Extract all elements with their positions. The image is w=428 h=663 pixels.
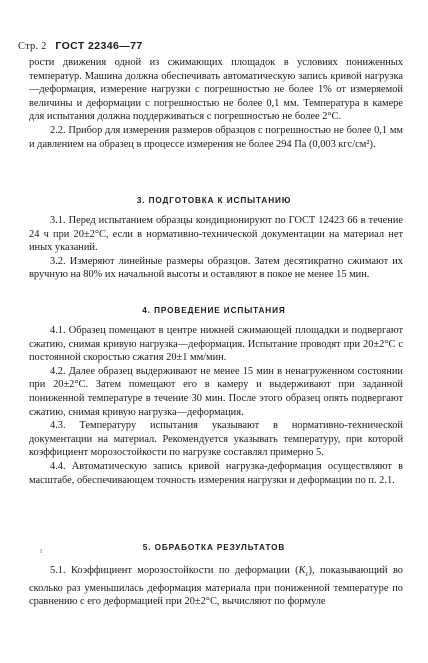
paragraph-5-1-start: 5.1. Коэффициент морозостойкости по деформации ( (50, 565, 299, 576)
coefficient-subscript: ε (305, 570, 309, 579)
paragraph-2-2: 2.2. Прибор для измерения размеров образцов с погрешностью не более 0,1 мм и давлением на образец в процессе измерения не более 294 Па (0,003 кгс/см²). (29, 124, 403, 150)
section-5-body (29, 564, 403, 609)
paragraph-5-1 (29, 564, 403, 609)
section-3-heading: 3. ПОДГОТОВКА К ИСПЫТАНИЮ (136, 196, 292, 205)
paragraph-2-1-continuation: рости движения одной из сжимающих площадок в условиях пониженных температур. Машина должна обеспечивать автоматическую запись кривой нагрузка—деформация, измерение нагрузки с погрешностью не более 1% от измеряемой величины и деформации с погрешностью не более 0,1 мм. Температура в камере для испытания должна поддерживаться с погрешностью не более 2°С. (29, 57, 403, 123)
paragraph-4-1: 4.1. Образец помещают в центре нижней сжимающей площадки и подвергают сжатию, снимая кривую нагрузка—деформация. Испытание проводят при 20±2°С с постоянной скоростью сжатия 20±1 мм/мин. (29, 325, 403, 364)
paragraph-4-4: 4.4. Автоматическую запись кривой нагрузка-деформация осуществляют в масштабе, обеспечивающем точность измерения нагрузки и деформации по п. 2.1. (29, 460, 403, 486)
section-3-body (29, 214, 403, 282)
paragraph-3-2: 3.2. Измеряют линейные размеры образцов. Затем десятикратно сжимают их вручную на 80% их начальной высоты и оставляют в покое не менее 15 мин. (29, 255, 403, 281)
section-4-body (29, 324, 403, 487)
coefficient-symbol: K (298, 565, 306, 576)
paragraph-4-3: 4.3. Температуру испытания указывают в нормативно-технической документации на материал. Рекомендуется указывать температуру, при которой коэффициент морозостойкости по нагрузке составлял примерно 5. (29, 420, 403, 459)
page-header (18, 40, 143, 52)
paragraph-3-1: 3.1. Перед испытанием образцы кондиционируют по ГОСТ 12423 66 в течение 24 ч при 20±2°С, если в нормативно-технической документации на материал нет иных указаний. (29, 215, 403, 254)
paragraph-4-2: 4.2. Далее образец выдерживают не менее 15 мин в ненагруженном состоянии при 20±2°С. Затем помещают его в камеру и выдерживают при заданной пониженной температуре в течение 30 мин. После этого образец опять подвергают сжатию, снимая кривую нагрузка—деформация. (29, 365, 403, 418)
paragraph-5-1-end: ), показывающий во сколько раз уменьшилась деформация материала при пониженной температуре по сравнению с его деформацией при 20±2°С, вычисляют по формуле (29, 565, 403, 608)
page-number: Стр. 2 (18, 41, 47, 52)
section-2-continuation (29, 56, 403, 151)
section-4-heading: 4. ПРОВЕДЕНИЕ ИСПЫТАНИЯ (142, 306, 286, 315)
standard-designation: ГОСТ 22346—77 (55, 40, 143, 52)
section-5-heading: 5. ОБРАБОТКА РЕЗУЛЬТАТОВ (142, 543, 286, 552)
stray-mark: ı (40, 546, 43, 555)
